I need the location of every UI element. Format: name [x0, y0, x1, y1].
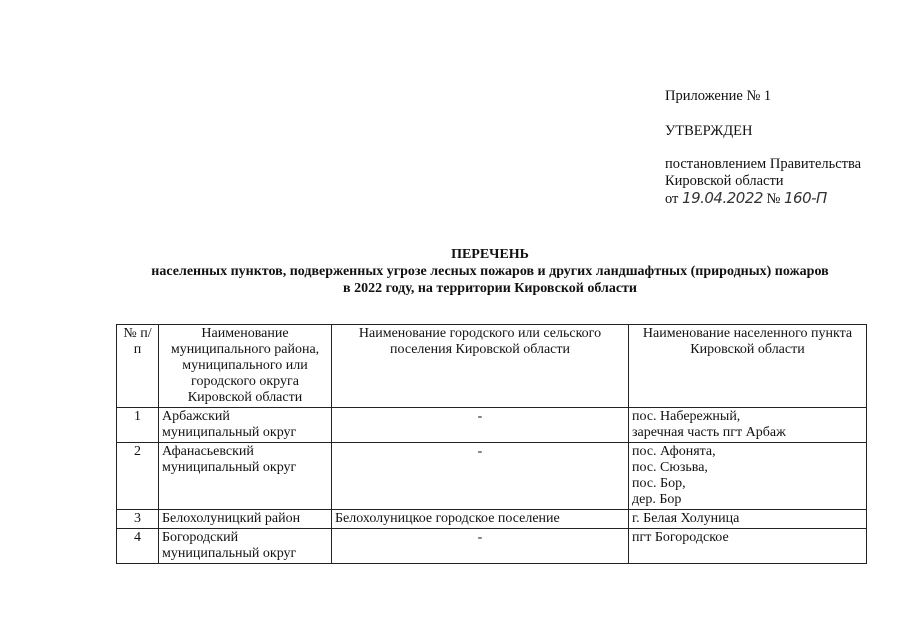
table-row	[117, 443, 867, 510]
appendix-label: Приложение № 1	[665, 88, 772, 104]
localities-table	[116, 324, 867, 564]
decree-date-number	[665, 190, 861, 208]
row-locality	[629, 510, 867, 529]
document-title	[110, 246, 870, 297]
row-district: Афанасьевский муниципальный округ	[159, 443, 332, 510]
locality-item: пос. Афонята,	[632, 444, 716, 459]
row-locality	[629, 443, 867, 510]
handwritten-date: 19.04.2022	[682, 189, 763, 207]
row-locality	[629, 529, 867, 564]
table-header-row	[117, 325, 867, 408]
decree-line-1: постановлением Правительства	[665, 156, 862, 172]
row-num: 4	[117, 529, 159, 564]
title-heading: ПЕРЕЧЕНЬ	[451, 247, 529, 262]
header-district: Наименование муниципального района, муниципального или городского округа Кировской области	[159, 325, 332, 408]
header-num: № п/п	[117, 325, 159, 408]
row-district: Арбажский муниципальный округ	[159, 408, 332, 443]
row-district: Белохолуницкий район	[159, 510, 332, 529]
title-line-1: населенных пунктов, подверженных угрозе лесных пожаров и других ландшафтных (природных) пожаров	[151, 264, 829, 279]
locality-item: г. Белая Холуница	[632, 511, 740, 526]
row-num: 3	[117, 510, 159, 529]
locality-item: пос. Сюзьва,	[632, 460, 708, 475]
row-locality	[629, 408, 867, 443]
row-num: 1	[117, 408, 159, 443]
row-district: Богородский муниципальный округ	[159, 529, 332, 564]
number-prefix: №	[766, 191, 781, 207]
header-locality: Наименование населенного пункта Кировской области	[629, 325, 867, 408]
row-settlement: -	[332, 443, 629, 510]
locality-item: пгт Богородское	[632, 530, 729, 545]
header-settlement: Наименование городского или сельского поселения Кировской области	[332, 325, 629, 408]
row-num: 2	[117, 443, 159, 510]
table-row	[117, 529, 867, 564]
approved-label: УТВЕРЖДЕН	[665, 123, 753, 139]
locality-item: заречная часть пгт Арбаж	[632, 425, 786, 440]
handwritten-number: 160-П	[784, 189, 827, 207]
row-settlement: Белохолуницкое городское поселение	[332, 510, 629, 529]
from-prefix: от	[665, 191, 679, 207]
locality-item: дер. Бор	[632, 492, 682, 507]
table-row	[117, 408, 867, 443]
table-row	[117, 510, 867, 529]
decree-line-2: Кировской области	[665, 173, 784, 189]
row-settlement: -	[332, 408, 629, 443]
locality-item: пос. Бор,	[632, 476, 686, 491]
approval-block	[665, 88, 861, 208]
row-settlement: -	[332, 529, 629, 564]
title-line-2: в 2022 году, на территории Кировской области	[343, 281, 637, 296]
locality-item: пос. Набережный,	[632, 409, 741, 424]
